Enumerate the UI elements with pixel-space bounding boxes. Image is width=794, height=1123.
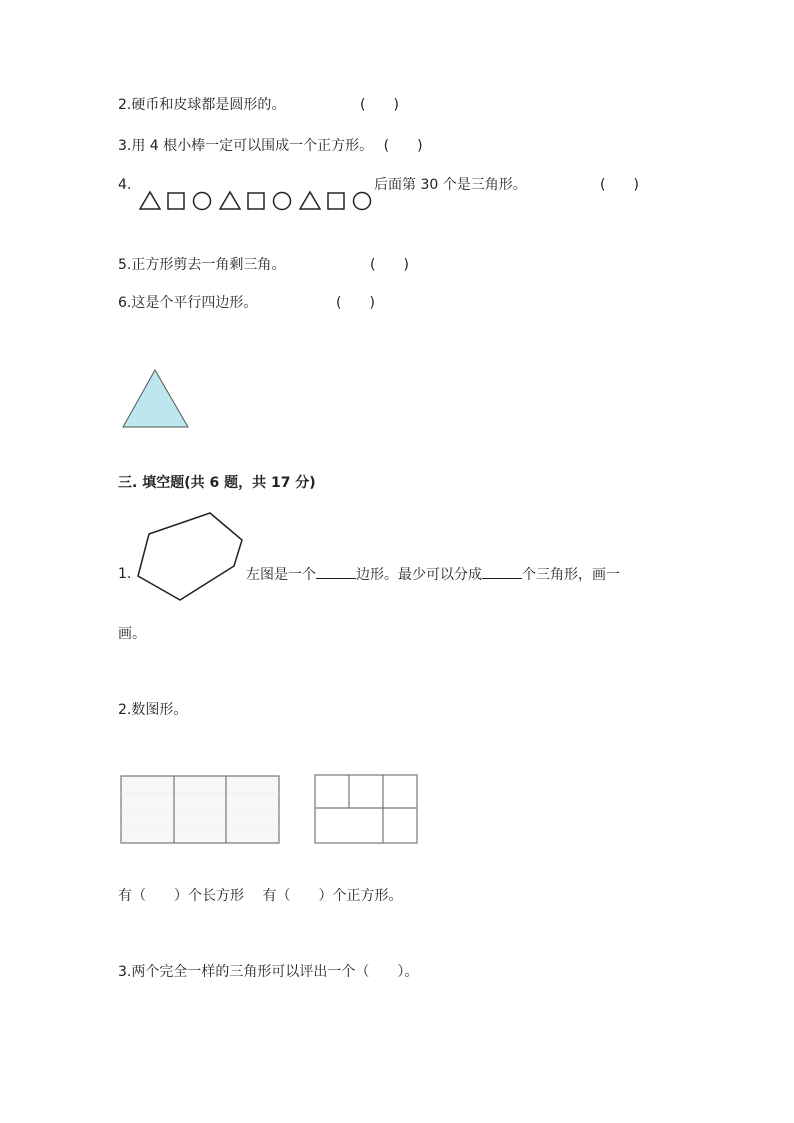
- fill-question-1-line: [246, 565, 620, 584]
- fill-question-1-text-b: 边形。最少可以分成: [356, 567, 482, 583]
- question-2-answer-paren[interactable]: ( ): [360, 97, 399, 113]
- triangle-figure: [122, 368, 192, 430]
- question-4-answer-paren[interactable]: ( ): [600, 177, 639, 193]
- triangle-shape: [140, 192, 160, 209]
- fill-question-1-number: 1.: [118, 566, 132, 582]
- circle-shape: [354, 193, 371, 210]
- question-5-answer-paren[interactable]: ( ): [370, 257, 409, 273]
- circle-shape: [274, 193, 291, 210]
- question-3-answer-paren[interactable]: ( ): [383, 138, 423, 154]
- fill-question-2-answers: [118, 887, 402, 905]
- square-shape: [248, 193, 264, 209]
- question-3-text: 3.用 4 根小棒一定可以围成一个正方形。: [118, 138, 374, 154]
- question-5-text: 5.正方形剪去一角剩三角。: [118, 257, 286, 273]
- answer-blank-sides[interactable]: [316, 565, 356, 579]
- shape-pattern-figure: [136, 189, 376, 213]
- answer-squares-count[interactable]: 有（ ）个正方形。: [262, 888, 403, 904]
- rectangle-grid-figure-right: [314, 774, 420, 846]
- question-2: [118, 96, 285, 114]
- circle-shape: [194, 193, 211, 210]
- triangle-shape: [220, 192, 240, 209]
- fill-question-1-text-c: 个三角形，画一: [522, 567, 620, 583]
- fill-question-1-text-d: 画。: [118, 626, 146, 642]
- fill-question-3-text: 3.两个完全一样的三角形可以评出一个（ ）。: [118, 964, 419, 980]
- fill-question-1-text-a: 左图是一个: [246, 567, 316, 583]
- answer-blank-triangles[interactable]: [482, 565, 522, 579]
- fill-question-2-text: 2.数图形。: [118, 702, 188, 718]
- answer-rectangles-count[interactable]: 有（ ）个长方形: [118, 888, 244, 904]
- question-6-text: 6.这是个平行四边形。: [118, 295, 258, 311]
- heptagon-figure: [136, 509, 246, 604]
- question-2-text: 2.硬币和皮球都是圆形的。: [118, 97, 286, 113]
- square-shape: [168, 193, 184, 209]
- triangle-shape: [300, 192, 320, 209]
- question-3: [118, 137, 423, 155]
- section-heading: 三. 填空题(共 6 题，共 17 分): [118, 475, 316, 491]
- question-6-answer-paren[interactable]: ( ): [336, 295, 375, 311]
- rectangle-grid-figure-left: [120, 775, 282, 845]
- question-4-text: 后面第 30 个是三角形。: [374, 177, 527, 193]
- question-4-number: 4.: [118, 177, 132, 193]
- square-shape: [328, 193, 344, 209]
